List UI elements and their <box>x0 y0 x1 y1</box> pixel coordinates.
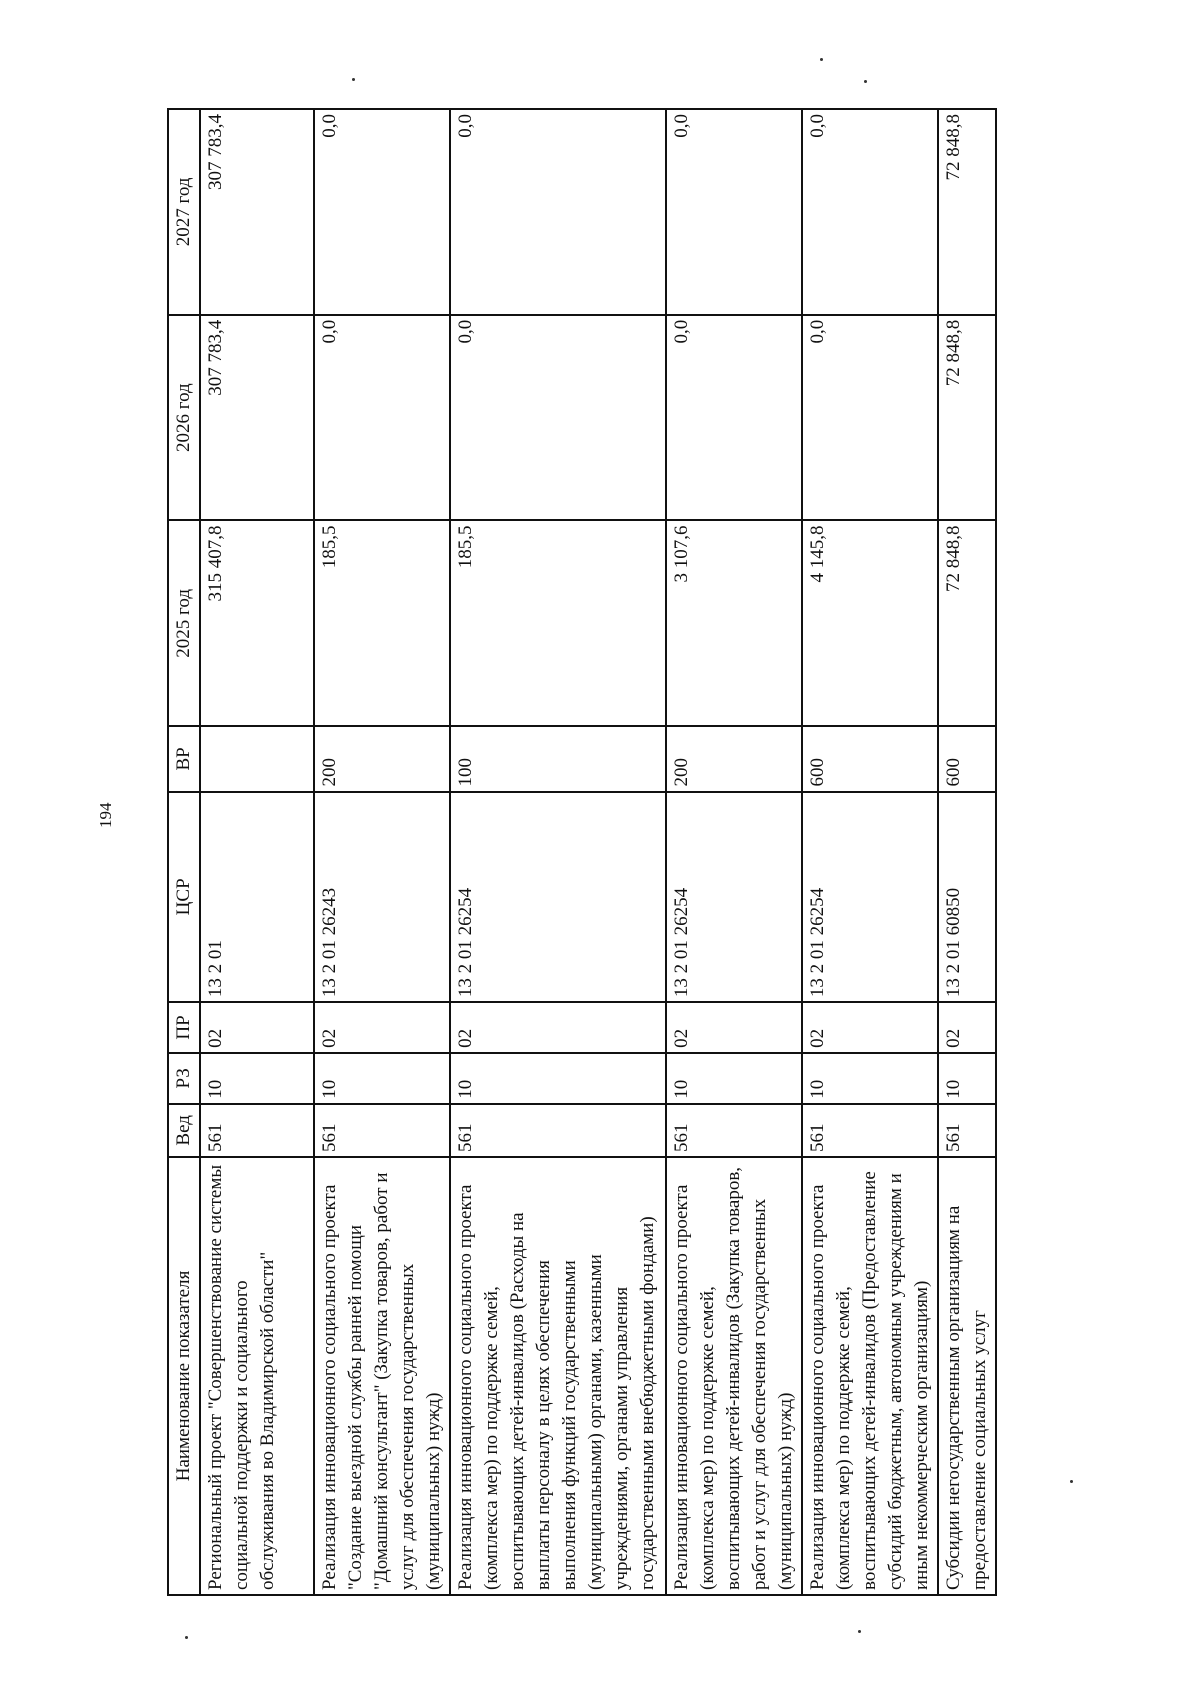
header-ved: Вед <box>168 1104 200 1157</box>
scan-speck <box>352 78 355 81</box>
header-vr: ВР <box>168 726 200 791</box>
cell-csr: 13 2 01 60850 <box>938 792 996 1003</box>
cell-pr: 02 <box>938 1002 996 1053</box>
cell-2027: 0,0 <box>802 109 938 315</box>
table-row <box>450 109 666 1595</box>
cell-name: Реализация инновационного социального проекта (комплекса мер) по поддержке семей, воспитывающих детей-инвалидов (Закупка товаров, работ и услуг для обеспечения государственных (муниципальных) нужд) <box>666 1157 802 1595</box>
cell-vr: 200 <box>314 726 450 791</box>
cell-pr: 02 <box>450 1002 666 1053</box>
cell-ved: 561 <box>200 1104 314 1157</box>
cell-ved: 561 <box>666 1104 802 1157</box>
cell-pr: 02 <box>200 1002 314 1053</box>
table-header-row <box>168 109 200 1595</box>
cell-2026: 72 848,8 <box>938 315 996 521</box>
cell-2025: 4 145,8 <box>802 521 938 727</box>
cell-2025: 185,5 <box>314 521 450 727</box>
cell-rz: 10 <box>450 1053 666 1104</box>
cell-name: Субсидии негосударственным организациям на предоставление социальных услуг <box>938 1157 996 1595</box>
cell-csr: 13 2 01 26254 <box>666 792 802 1003</box>
cell-2025: 3 107,6 <box>666 521 802 727</box>
scan-speck <box>820 58 823 61</box>
budget-table-rotated <box>167 108 1078 1596</box>
cell-vr: 600 <box>938 726 996 791</box>
cell-2026: 0,0 <box>314 315 450 521</box>
cell-2026: 0,0 <box>450 315 666 521</box>
header-pr: ПР <box>168 1002 200 1053</box>
page-number: 194 <box>96 802 115 828</box>
cell-rz: 10 <box>200 1053 314 1104</box>
cell-ved: 561 <box>314 1104 450 1157</box>
cell-2026: 307 783,4 <box>200 315 314 521</box>
cell-2027: 0,0 <box>666 109 802 315</box>
table-row <box>802 109 938 1595</box>
scan-speck <box>864 80 867 83</box>
cell-ved: 561 <box>938 1104 996 1157</box>
cell-pr: 02 <box>802 1002 938 1053</box>
cell-2025: 72 848,8 <box>938 521 996 727</box>
cell-pr: 02 <box>314 1002 450 1053</box>
cell-2027: 0,0 <box>450 109 666 315</box>
cell-2025: 315 407,8 <box>200 521 314 727</box>
cell-ved: 561 <box>450 1104 666 1157</box>
cell-2027: 72 848,8 <box>938 109 996 315</box>
cell-csr: 13 2 01 26254 <box>802 792 938 1003</box>
table-row <box>938 109 996 1595</box>
header-2025: 2025 год <box>168 521 200 727</box>
cell-vr: 600 <box>802 726 938 791</box>
header-csr: ЦСР <box>168 792 200 1003</box>
cell-csr: 13 2 01 26243 <box>314 792 450 1003</box>
cell-name: Региональный проект "Совершенствование системы социальной поддержки и социального обслуживания во Владимирской области" <box>200 1157 314 1595</box>
scan-speck <box>858 1630 861 1633</box>
cell-vr <box>200 726 314 791</box>
cell-2027: 0,0 <box>314 109 450 315</box>
scan-speck <box>185 1636 188 1639</box>
cell-csr: 13 2 01 <box>200 792 314 1003</box>
cell-ved: 561 <box>802 1104 938 1157</box>
cell-rz: 10 <box>666 1053 802 1104</box>
cell-rz: 10 <box>802 1053 938 1104</box>
budget-table <box>167 108 997 1596</box>
header-2026: 2026 год <box>168 315 200 521</box>
cell-name: Реализация инновационного социального проекта (комплекса мер) по поддержке семей, воспитывающих детей-инвалидов (Предоставление субсидий бюджетным, автономным учреждениям и иным некоммерческим организациям) <box>802 1157 938 1595</box>
header-2027: 2027 год <box>168 109 200 315</box>
cell-2027: 307 783,4 <box>200 109 314 315</box>
cell-2026: 0,0 <box>666 315 802 521</box>
cell-vr: 200 <box>666 726 802 791</box>
table-row <box>200 109 314 1595</box>
cell-csr: 13 2 01 26254 <box>450 792 666 1003</box>
cell-2026: 0,0 <box>802 315 938 521</box>
header-name: Наименование показателя <box>168 1157 200 1595</box>
cell-name: Реализация инновационного социального проекта "Создание выездной службы ранней помощи "Домашний консультант" (Закупка товаров, работ и услуг для обеспечения государственных (муниципальных) нужд) <box>314 1157 450 1595</box>
cell-2025: 185,5 <box>450 521 666 727</box>
table-row <box>666 109 802 1595</box>
cell-pr: 02 <box>666 1002 802 1053</box>
cell-vr: 100 <box>450 726 666 791</box>
cell-name: Реализация инновационного социального проекта (комплекса мер) по поддержке семей, воспитывающих детей-инвалидов (Расходы на выплаты персоналу в целях обеспечения выполнения функций государственными (муниципальными) органами, казенными учреждениями, органами управления государственными внебюджетными фондами) <box>450 1157 666 1595</box>
cell-rz: 10 <box>938 1053 996 1104</box>
header-rz: РЗ <box>168 1053 200 1104</box>
cell-rz: 10 <box>314 1053 450 1104</box>
table-row <box>314 109 450 1595</box>
